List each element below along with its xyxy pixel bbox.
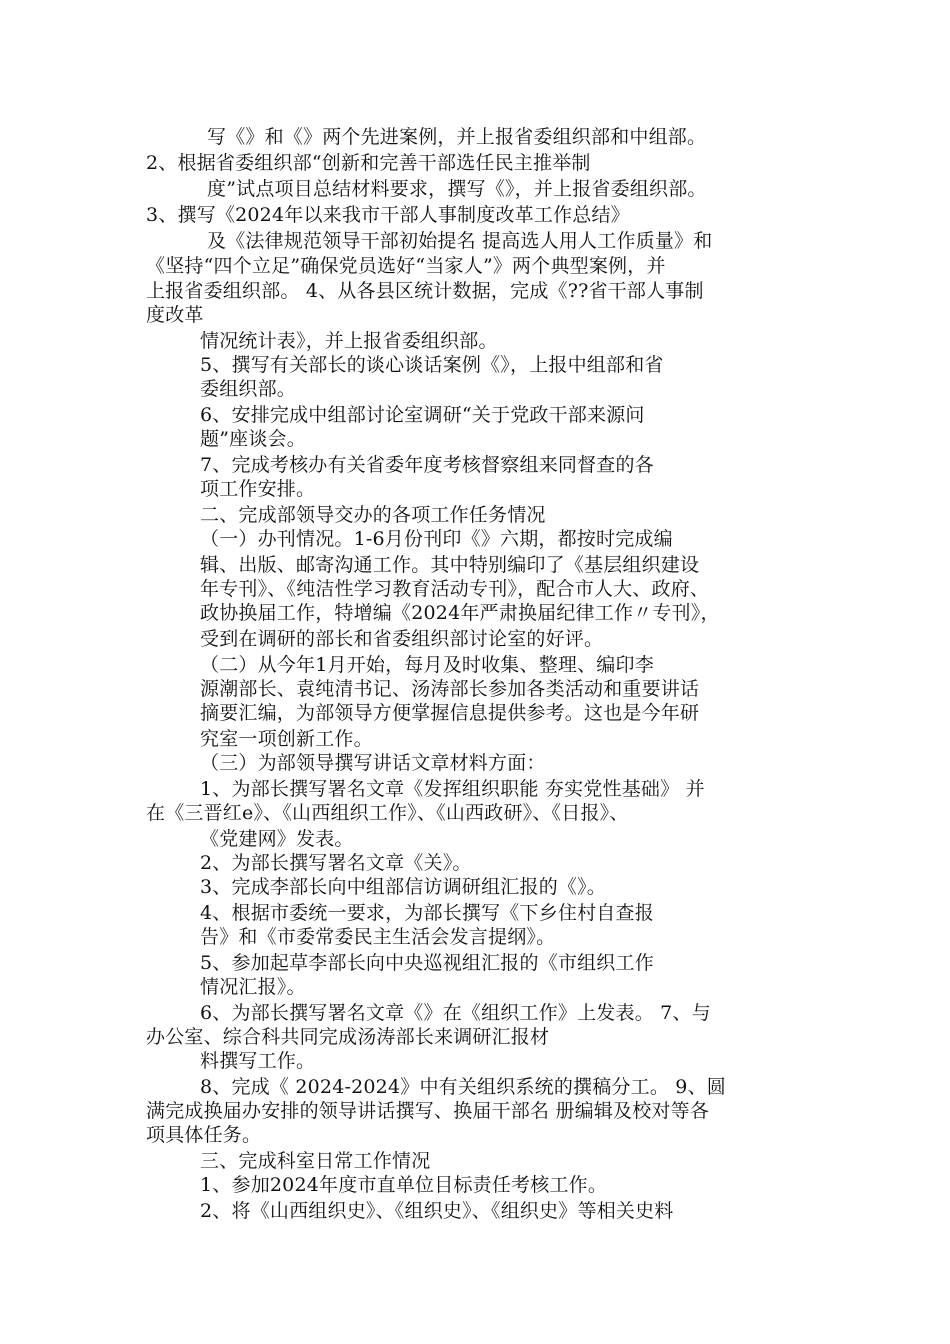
text-line: 6、为部长撰写署名文章《》在《组织工作》上发表。 7、与 [200,1002,711,1024]
text-line: 料撰写工作。 [200,1050,316,1072]
text-line: 3、撰写《2024年以来我市干部人事制度改革工作总结》 [146,204,630,226]
text-line: 度改革 [146,304,204,326]
text-line: 写《》和《》两个先进案例，并上报省委组织部和中组部。 [207,126,707,148]
text-line: 8、完成《 2024-2024》中有关组织系统的撰稿分工。 9、圆 [200,1076,726,1098]
text-line: 情况统计表》，并上报省委组织部。 [200,330,498,352]
text-line: 委组织部。 [200,378,297,400]
text-line: 5、参加起草李部长向中央巡视组汇报的《市组织工作 [200,952,654,974]
text-line: 1、参加2024年度市直单位目标责任考核工作。 [200,1174,608,1196]
text-line: 情况汇报》。 [200,976,306,998]
text-line: 2、为部长撰写署名文章《关》。 [200,852,472,874]
text-line: 2、将《山西组织史》、《组织史》、《组织史》等相关史料 [200,1200,674,1222]
text-line: 办公室、综合科共同完成汤涛部长来调研汇报材 [146,1026,550,1048]
text-line: 度”试点项目总结材料要求，撰写《》，并上报省委组织部。 [207,178,707,200]
text-line: （二）从今年1月开始，每月及时收集、整理、编印李 [200,654,654,676]
text-line: 受到在调研的部长和省委组织部讨论室的好评。 [200,628,604,650]
text-line: 年专刊》、《纯洁性学习教育活动专刊》，配合市人大、政府、 [200,578,710,600]
text-line: 《党建网》发表。 [200,828,354,850]
text-line: 政协换届工作，特增编《2024年严肃换届纪律工作〃专刊》， [200,602,720,624]
text-line: 满完成换届办安排的领导讲话撰写、换届干部名 册编辑及校对等各 [146,1100,710,1122]
text-line: 题”座谈会。 [200,428,306,450]
text-line: 7、完成考核办有关省委年度考核督察组来同督查的各 [200,454,654,476]
text-line: 究室一项创新工作。 [200,728,373,750]
text-line: 5、撰写有关部长的谈心谈话案例《》，上报中组部和省 [200,354,664,376]
text-line: 6、安排完成中组部讨论室调研“关于党政干部来源问 [200,404,645,426]
text-line: 项工作安排。 [200,478,316,500]
text-line: 在《三晋红e》、《山西组织工作》、《山西政研》、《日报》、 [146,802,629,824]
text-line: 1、为部长撰写署名文章《发挥组织职能 夯实党性基础》 并 [200,778,705,800]
text-line: 4、根据市委统一要求，为部长撰写《下乡住村自查报 [200,902,654,924]
text-line: 《坚持“四个立足”确保党员选好“当家人”》两个典型案例，并 [146,255,666,277]
section-heading: 三、完成科室日常工作情况 [200,1150,431,1172]
section-heading: 二、完成部领导交办的各项工作任务情况 [200,504,546,526]
text-line: 告》和《市委常委民主生活会发言提纲》。 [200,926,556,948]
text-line: 摘要汇编，为部领导方便掌握信息提供参考。这也是今年研 [200,702,700,724]
text-line: 项具体任务。 [146,1124,262,1146]
subsection-heading: （三）为部领导撰写讲话文章材料方面： [200,752,546,774]
text-line: （一）办刊情况。1-6月份刊印《》六期，都按时完成编 [200,528,673,550]
text-line: 2、根据省委组织部“创新和完善干部选任民主推举制 [146,152,591,174]
text-line: 上报省委组织部。 4、从各县区统计数据，完成《??省干部人事制 [146,280,704,302]
text-line: 及《法律规范领导干部初始提名 提高选人用人工作质量》和 [207,230,713,252]
text-line: 源潮部长、袁纯清书记、汤涛部长参加各类活动和重要讲话 [200,678,700,700]
text-line: 3、完成李部长向中组部信访调研组汇报的《》。 [200,876,606,898]
text-line: 辑、出版、邮寄沟通工作。其中特别编印了《基层组织建设 [200,554,700,576]
